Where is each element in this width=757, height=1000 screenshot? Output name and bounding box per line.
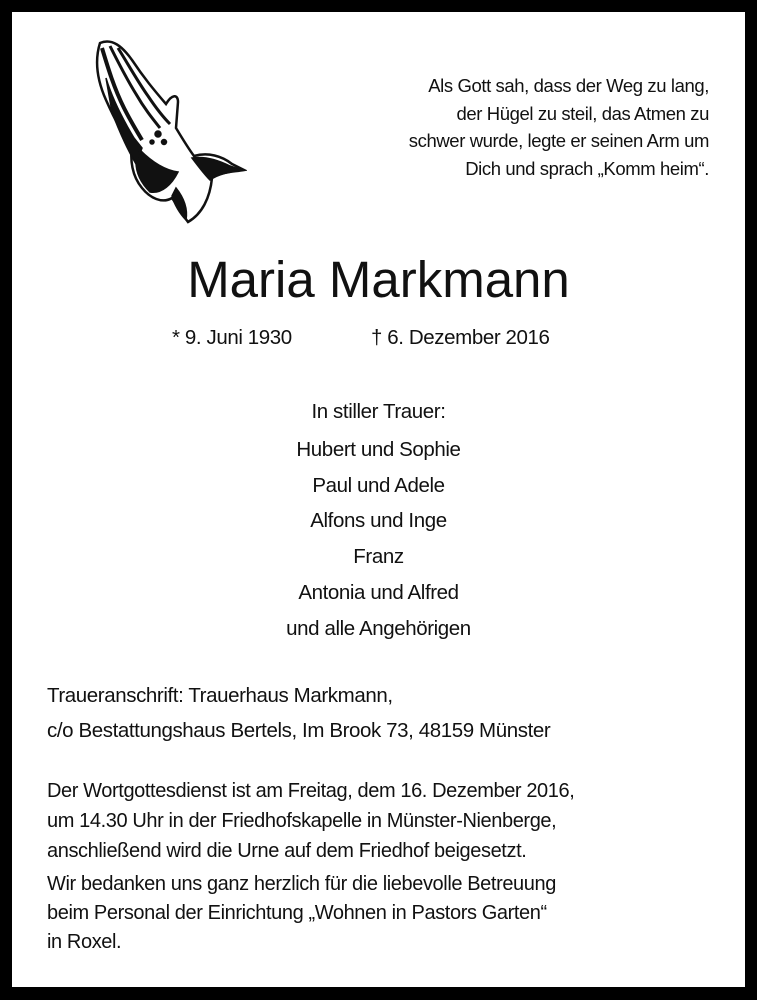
poem-line: der Hügel zu steil, das Atmen zu bbox=[456, 102, 709, 124]
mourner: Hubert und Sophie bbox=[296, 438, 461, 461]
address-line: c/o Bestattungshaus Bertels, Im Brook 73, 48159 Münster bbox=[47, 719, 551, 742]
poem-line: Als Gott sah, dass der Weg zu lang, bbox=[428, 75, 709, 96]
mourner: Alfons und Inge bbox=[310, 509, 447, 532]
birth-date: * 9. Juni 1930 bbox=[172, 326, 292, 349]
thanks-line: in Roxel. bbox=[47, 931, 122, 953]
thanks bbox=[47, 870, 556, 957]
deceased-name: Maria Markmann bbox=[187, 251, 570, 308]
praying-hands-icon bbox=[92, 38, 247, 224]
mourner: und alle Angehörigen bbox=[286, 617, 471, 640]
thanks-line: Wir bedanken uns ganz herzlich für die liebevolle Betreuung bbox=[47, 873, 556, 895]
service-line: Der Wortgottesdienst ist am Freitag, dem 16. Dezember 2016, bbox=[47, 780, 575, 802]
death-date: † 6. Dezember 2016 bbox=[371, 326, 550, 349]
mourner: Antonia und Alfred bbox=[298, 581, 459, 604]
address-line: Traueranschrift: Trauerhaus Markmann, bbox=[47, 684, 393, 707]
thanks-line: beim Personal der Einrichtung „Wohnen in Pastors Garten“ bbox=[47, 902, 547, 924]
service-line: um 14.30 Uhr in der Friedhofskapelle in Münster-Nienberge, bbox=[47, 810, 557, 832]
mourner: Paul und Adele bbox=[312, 474, 445, 497]
service-line: anschließend wird die Urne auf dem Friedhof beigesetzt. bbox=[47, 840, 527, 862]
service-info bbox=[47, 776, 574, 866]
mourning-heading: In stiller Trauer: bbox=[311, 400, 446, 423]
mourner: Franz bbox=[353, 545, 404, 568]
poem-line: schwer wurde, legte er seinen Arm um bbox=[408, 130, 709, 152]
poem bbox=[409, 72, 709, 183]
poem-line: Dich und sprach „Komm heim“. bbox=[465, 158, 709, 180]
